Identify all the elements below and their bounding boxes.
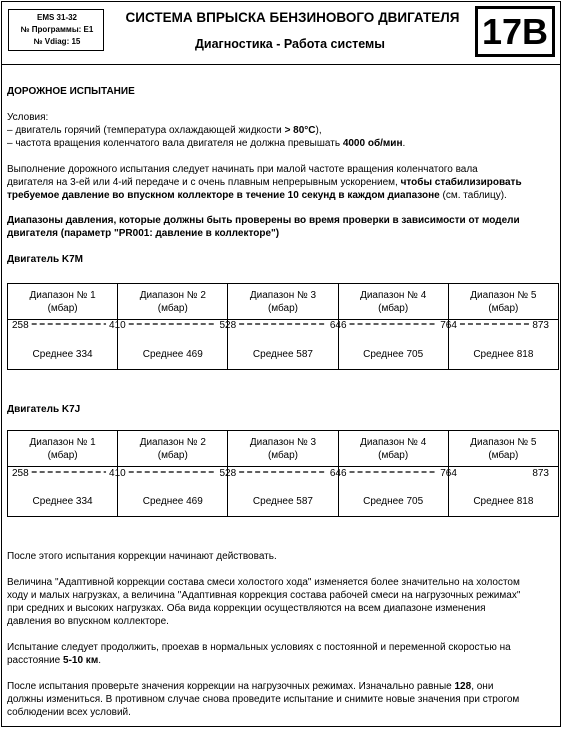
engine-label-k7j: Двигатель K7J: [7, 404, 81, 415]
range-header: Диапазон № 3 (мбар): [228, 431, 338, 467]
scale-value: 528: [219, 320, 237, 331]
scale-value: 528: [219, 468, 237, 479]
ranges-heading-line-1: Диапазоны давления, которые должны быть проверены во время проверки в зависимости от модели: [7, 215, 520, 226]
scale-value: 764: [440, 320, 457, 331]
range-mean: Среднее 587: [228, 339, 338, 370]
range-mean: Среднее 334: [8, 486, 118, 517]
scale-value: 873: [532, 320, 549, 331]
intro-line-2: двигателя на 3-ей или 4-ий передаче и с очень плавным непрерывным ускорением, чтобы стабилизировать: [7, 177, 522, 188]
intro-line-3: требуемое давление во впускном коллекторе в течение 10 секунд в каждом диапазоне (см. таблицу).: [7, 190, 507, 201]
range-header: Диапазон № 3 (мбар): [228, 284, 338, 320]
condition-rpm: – частота вращения коленчатого вала двигателя не должна превышать 4000 об/мин.: [7, 138, 406, 149]
ranges-heading-line-2: двигателя (параметр "PR001: давление в коллекторе"): [7, 228, 280, 239]
vdiag-number: № Vdiag: 15: [33, 37, 81, 46]
after-paragraph-4-line-1: После испытания проверьте значения коррекции на нагрузочных режимах. Изначально равные 128, они: [7, 681, 494, 692]
range-mean: Среднее 334: [8, 339, 118, 370]
after-paragraph-2-line-3: при средних и высоких нагрузках. Оба вида коррекции осуществляются на всем диапазоне изменения: [7, 603, 486, 614]
page-title: СИСТЕМА ВПРЫСКА БЕНЗИНОВОГО ДВИГАТЕЛЯ: [125, 10, 460, 25]
range-header: Диапазон № 1 (мбар): [8, 431, 118, 467]
engine-label-k7m: Двигатель K7M: [7, 254, 83, 265]
after-paragraph-4-line-2: должны измениться. В противном случае снова проведите испытание и снимите новые значения при строгом: [7, 694, 520, 705]
range-header: Диапазон № 2 (мбар): [118, 431, 228, 467]
page-subtitle: Диагностика - Работа системы: [195, 37, 385, 51]
after-paragraph-1: После этого испытания коррекции начинают действовать.: [7, 551, 277, 562]
after-paragraph-2-line-4: давления во впускном коллекторе.: [7, 616, 169, 627]
conditions-label: Условия:: [7, 112, 49, 123]
after-paragraph-2-line-2: ходу и малых нагрузках, а величина "Адаптивная коррекция состава рабочей смеси на нагрузочных режимах": [7, 590, 521, 601]
scale-value: 258: [12, 468, 29, 479]
after-paragraph-4-line-3: соблюдении всех условий.: [7, 707, 131, 718]
range-mean: Среднее 818: [448, 486, 558, 517]
scale-value: 873: [532, 468, 549, 479]
range-header: Диапазон № 5 (мбар): [448, 284, 558, 320]
section-badge: 17B: [475, 6, 555, 57]
condition-temperature: – двигатель горячий (температура охлаждающей жидкости > 80°C),: [7, 125, 322, 136]
section-title: ДОРОЖНОЕ ИСПЫТАНИЕ: [7, 86, 135, 97]
range-header: Диапазон № 2 (мбар): [118, 284, 228, 320]
doc-code: EMS 31-32: [36, 13, 78, 22]
range-mean: Среднее 705: [338, 339, 448, 370]
range-mean: Среднее 469: [118, 486, 228, 517]
range-mean: Среднее 705: [338, 486, 448, 517]
intro-line-1: Выполнение дорожного испытания следует начинать при малой частоте вращения коленчатого вала: [7, 164, 478, 175]
scale-value: 410: [109, 320, 126, 331]
scale-value: 410: [109, 468, 126, 479]
range-header: Диапазон № 5 (мбар): [448, 431, 558, 467]
after-paragraph-2-line-1: Величина "Адаптивной коррекции состава смеси холостого хода" изменяется более значительно на холостом: [7, 577, 520, 588]
range-mean: Среднее 469: [118, 339, 228, 370]
scale-value: 646: [329, 468, 347, 479]
range-header: Диапазон № 4 (мбар): [338, 431, 448, 467]
range-header: Диапазон № 4 (мбар): [338, 284, 448, 320]
range-mean: Среднее 587: [228, 486, 338, 517]
scale-value: 258: [12, 320, 29, 331]
scale-value: 764: [440, 468, 457, 479]
after-paragraph-3-line-2: расстояние 5-10 км.: [7, 655, 101, 666]
range-mean: Среднее 818: [448, 339, 558, 370]
scale-value: 646: [329, 320, 347, 331]
program-number: № Программы: E1: [20, 25, 94, 34]
range-header: Диапазон № 1 (мбар): [8, 284, 118, 320]
after-paragraph-3-line-1: Испытание следует продолжить, проехав в нормальных условиях с постоянной и переменной скоростью на: [7, 642, 511, 653]
